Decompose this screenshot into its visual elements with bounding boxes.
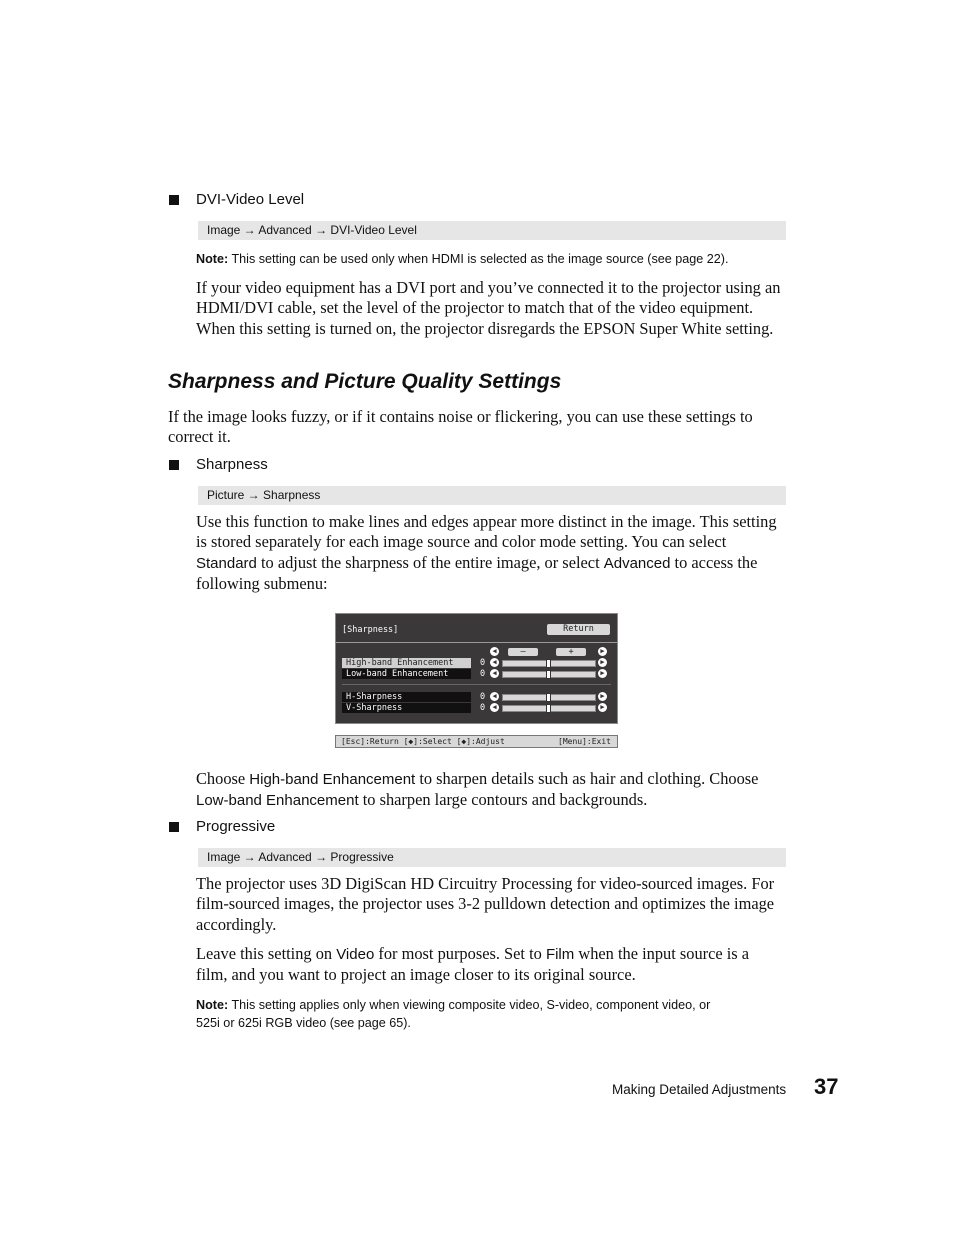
osd-divider <box>342 684 611 685</box>
note-progressive <box>196 996 710 1032</box>
paragraph-choose <box>196 769 758 812</box>
menu-path-dvi <box>198 221 786 240</box>
osd-help-bar <box>335 735 618 748</box>
paragraph-line: film, and you want to project an image closer to its original source. <box>196 965 636 985</box>
osd-row-label[interactable]: H-Sharpness <box>346 692 403 702</box>
bullet-icon <box>169 195 179 205</box>
section-intro <box>168 407 753 448</box>
paragraph-line: accordingly. <box>196 914 277 934</box>
text-span: to sharpen details such as hair and clothing. Choose <box>415 769 759 788</box>
note-line: 525i or 625i RGB video (see page 65). <box>196 1016 411 1030</box>
term-advanced: Advanced <box>603 554 671 572</box>
paragraph-dvi <box>196 278 780 339</box>
osd-row-label[interactable]: High-band Enhancement <box>346 658 454 668</box>
osd-right-arrow-icon[interactable]: ▶ <box>598 669 607 678</box>
term-low-band: Low-band Enhancement <box>196 792 359 810</box>
note-text: This setting can be used only when HDMI is selected as the image source (see page 22). <box>228 252 729 266</box>
page-number: 37 <box>814 1074 839 1099</box>
text-span: Leave this setting on <box>196 944 337 963</box>
paragraph-line: If your video equipment has a DVI port and you’ve connected it to the projector using an <box>196 278 781 297</box>
osd-row-value: 0 <box>480 703 486 713</box>
text-span: to adjust the sharpness of the entire image, or select <box>256 552 604 572</box>
osd-right-arrow-icon[interactable]: ▶ <box>598 692 607 701</box>
paragraph-line: is stored separately for each image source and color mode setting. You can select <box>196 532 727 552</box>
paragraph-line: following submenu: <box>196 573 328 593</box>
menu-path-text: Image → Advanced → Progressive <box>207 850 394 864</box>
osd-left-arrow-icon[interactable]: ◀ <box>490 692 499 701</box>
osd-left-arrow-icon: ◀ <box>490 647 499 656</box>
osd-left-arrow-icon[interactable]: ◀ <box>490 669 499 678</box>
osd-row-value: 0 <box>480 692 486 702</box>
text-span: to access the <box>670 552 758 572</box>
paragraph-line <box>196 944 749 965</box>
note-label: Note: <box>196 998 229 1012</box>
osd-slider-thumb[interactable] <box>546 670 551 679</box>
paragraph-line <box>196 553 777 574</box>
text-span: for most purposes. Set to <box>374 944 546 963</box>
osd-right-arrow-icon[interactable]: ▶ <box>598 658 607 667</box>
osd-divider <box>336 642 617 643</box>
paragraph-progressive-1 <box>196 874 774 935</box>
bullet-sharpness: Sharpness <box>196 456 268 473</box>
osd-plus-button[interactable]: + <box>556 648 586 656</box>
osd-slider-thumb[interactable] <box>546 693 551 702</box>
bullet-dvi-video-level: DVI-Video Level <box>196 191 305 208</box>
paragraph-line: HDMI/DVI cable, set the level of the projector to match that of the video equipment. <box>196 298 754 318</box>
note-label: Note: <box>196 252 229 266</box>
paragraph-line: The projector uses 3D DigiScan HD Circuitry Processing for video-sourced images. For <box>196 874 775 893</box>
sharpness-osd-screenshot <box>335 613 618 724</box>
paragraph-line: film-sourced images, the projector uses 3-2 pulldown detection and optimizes the image <box>196 894 775 914</box>
osd-right-arrow-icon[interactable]: ▶ <box>598 703 607 712</box>
osd-slider[interactable] <box>502 660 596 667</box>
osd-slider-thumb[interactable] <box>546 659 551 668</box>
note-text: This setting applies only when viewing composite video, S-video, component video, or <box>228 998 711 1012</box>
section-heading: Sharpness and Picture Quality Settings <box>168 370 562 393</box>
paragraph-line: correct it. <box>168 427 231 447</box>
paragraph-line <box>196 769 758 790</box>
text-span: when the input source is a <box>574 944 750 963</box>
osd-help-left: [Esc]:Return [◆]:Select [◆]:Adjust <box>341 737 505 746</box>
paragraph-line: Use this function to make lines and edges appear more distinct in the image. This setting <box>196 512 777 531</box>
osd-row-value: 0 <box>480 669 486 679</box>
term-standard: Standard <box>196 554 257 572</box>
paragraph-progressive-2 <box>196 944 749 986</box>
menu-path-text: Picture → Sharpness <box>207 488 321 502</box>
term-high-band: High-band Enhancement <box>249 771 416 788</box>
term-video: Video <box>336 946 375 963</box>
osd-left-arrow-icon[interactable]: ◀ <box>490 658 499 667</box>
osd-row-label[interactable]: V-Sharpness <box>346 703 403 713</box>
bullet-progressive: Progressive <box>196 818 276 835</box>
paragraph-sharpness <box>196 512 777 594</box>
bullet-icon <box>169 822 179 832</box>
osd-right-arrow-icon: ▶ <box>598 647 607 656</box>
osd-slider[interactable] <box>502 671 596 678</box>
text-span: Choose <box>196 769 250 788</box>
osd-minus-button[interactable]: — <box>508 648 538 656</box>
paragraph-line <box>196 790 758 811</box>
osd-slider[interactable] <box>502 705 596 712</box>
osd-return-button[interactable]: Return <box>547 624 610 635</box>
osd-slider[interactable] <box>502 694 596 701</box>
osd-help-right: [Menu]:Exit <box>558 737 611 746</box>
text-span: to sharpen large contours and backgrounds. <box>358 790 648 810</box>
term-film: Film <box>545 946 575 963</box>
osd-title: [Sharpness] <box>342 625 399 635</box>
osd-row-label[interactable]: Low-band Enhancement <box>346 669 449 679</box>
menu-path-sharpness <box>198 486 786 505</box>
footer-section-title: Making Detailed Adjustments <box>612 1082 787 1097</box>
note-dvi <box>196 249 728 269</box>
osd-slider-thumb[interactable] <box>546 704 551 713</box>
paragraph-line: If the image looks fuzzy, or if it contains noise or flickering, you can use these settings to <box>168 407 753 426</box>
bullet-icon <box>169 460 179 470</box>
menu-path-text: Image → Advanced → DVI-Video Level <box>207 223 417 237</box>
paragraph-line: When this setting is turned on, the projector disregards the EPSON Super White setting. <box>196 318 774 338</box>
note-line <box>196 996 710 1014</box>
menu-path-progressive <box>198 848 786 867</box>
osd-left-arrow-icon[interactable]: ◀ <box>490 703 499 712</box>
osd-row-value: 0 <box>480 658 486 668</box>
